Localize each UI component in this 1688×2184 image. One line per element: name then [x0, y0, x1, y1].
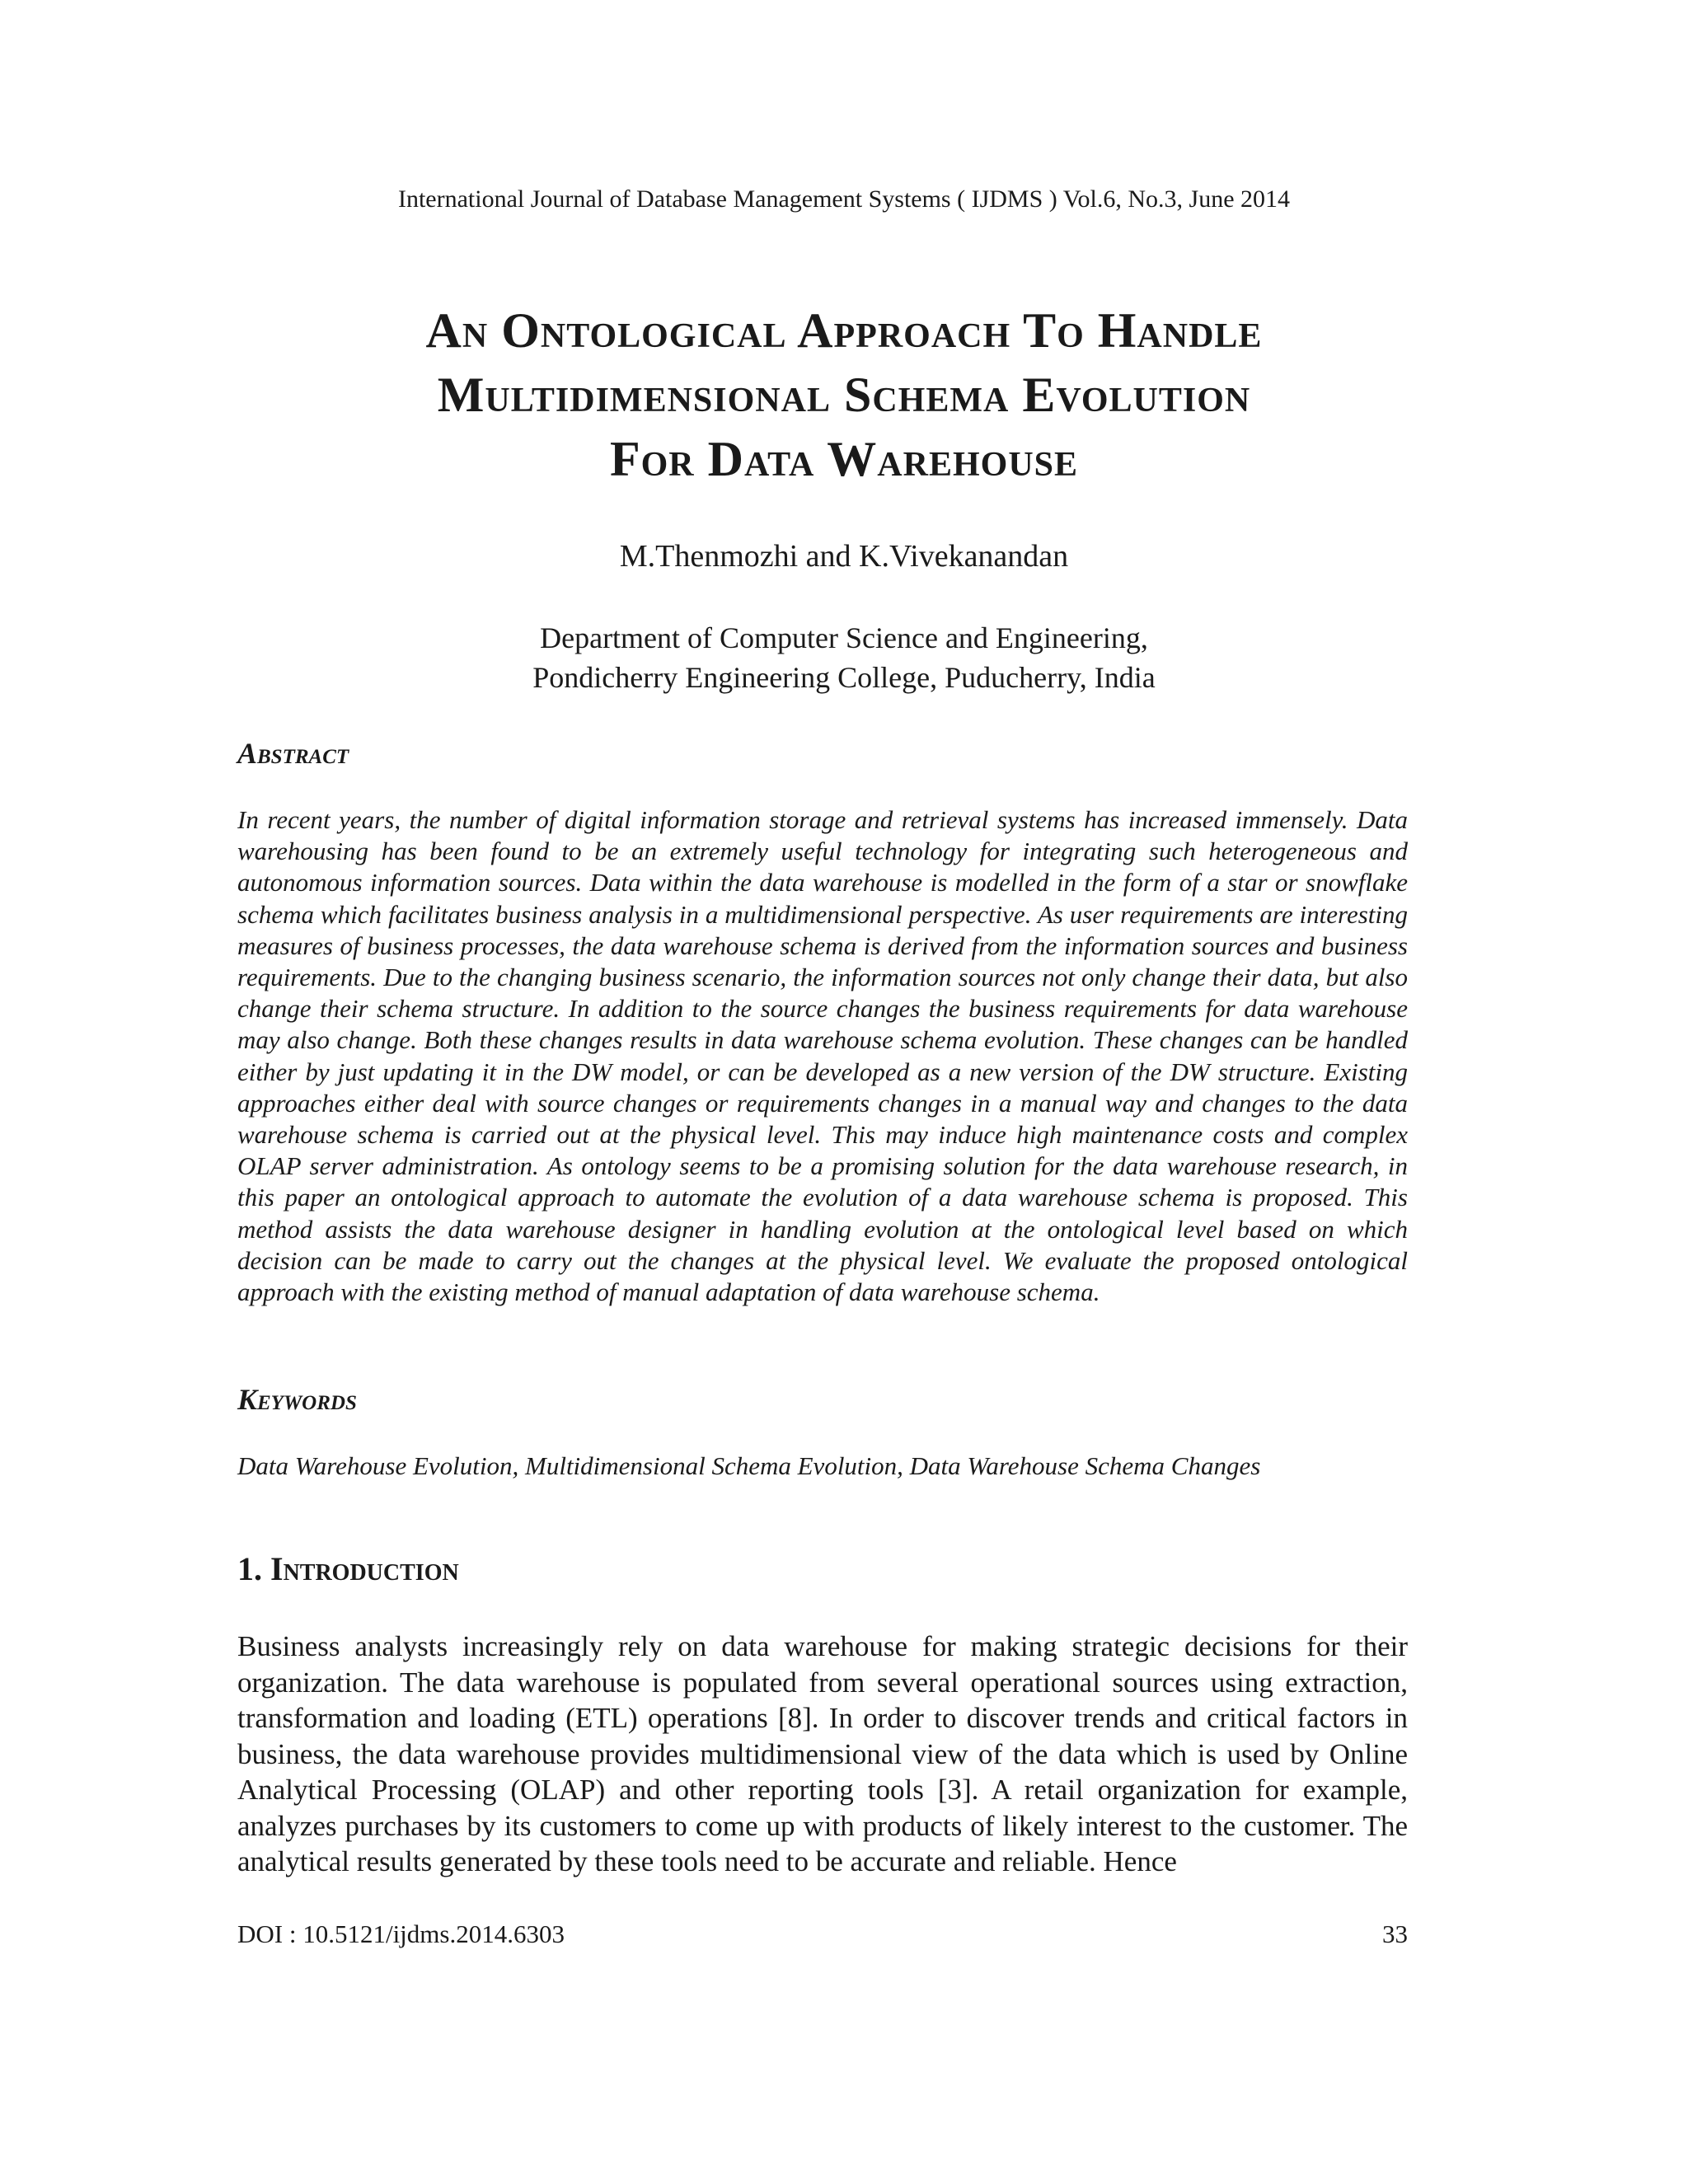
introduction-heading: 1. Introduction — [237, 1550, 459, 1587]
keywords-text: Data Warehouse Evolution, Multidimensional Schema Evolution, Data Warehouse Schema Changes — [237, 1451, 1261, 1480]
keywords-heading: Keywords — [237, 1383, 357, 1416]
page-number: 33 — [1382, 1919, 1408, 1948]
title-line-3: For Data Warehouse — [609, 432, 1079, 486]
title-line-1: An Ontological Approach To Handle — [425, 303, 1263, 358]
paper-title — [0, 298, 1688, 491]
abstract-heading: Abstract — [237, 737, 349, 770]
abstract-text: In recent years, the number of digital information storage and retrieval systems has increased immensely. Data warehousing has been found to be an extremely useful technology for integrating such heterogeneous and autonomous information sources. Data within the data warehouse is modelled in the form of a star or snowflake schema which facilitates business analysis in a multidimensional perspective. As user requirements are interesting measures of business processes, the data warehouse schema is derived from the information sources and business requirements. Due to the changing business scenario, the information sources not only change their data, but also change their schema structure. In addition to the source changes the business requirements for data warehouse may also change. Both these changes results in data warehouse schema evolution. These changes can be handled either by just updating it in the DW model, or can be developed as a new version of the DW structure. Existing approaches either deal with source changes or requirements changes in a manual way and changes to the data warehouse schema is carried out at the physical level. This may induce high maintenance costs and complex OLAP server administration. As ontology seems to be a promising solution for the data warehouse research, in this paper an ontological approach to automate the evolution of a data warehouse schema is proposed. This method assists the data warehouse designer in handling evolution at the ontological level based on which decision can be made to carry out the changes at the physical level. We evaluate the proposed ontological approach with the existing method of manual adaptation of data warehouse schema. — [237, 805, 1408, 1307]
authors: M.Thenmozhi and K.Vivekanandan — [619, 539, 1069, 574]
title-line-2: Multidimensional Schema Evolution — [437, 368, 1251, 422]
affiliation — [0, 618, 1688, 697]
running-header: International Journal of Database Management Systems ( IJDMS ) Vol.6, No.3, June 2014 — [397, 185, 1291, 213]
affiliation-line-1: Department of Computer Science and Engineering, — [540, 621, 1148, 654]
affiliation-line-2: Pondicherry Engineering College, Puducherry, India — [532, 661, 1156, 694]
introduction-text: Business analysts increasingly rely on data warehouse for making strategic decisions for their organization. The data warehouse is populated from several operational sources using extraction, transformation and loading (ETL) operations [8]. In order to discover trends and critical factors in business, the data warehouse provides multidimensional view of the data which is used by Online Analytical Processing (OLAP) and other reporting tools [3]. A retail organization for example, analyzes purchases by its customers to come up with products of likely interest to the customer. The analytical results generated by these tools need to be accurate and reliable. Hence — [237, 1630, 1408, 1877]
doi-link[interactable]: DOI : 10.5121/ijdms.2014.6303 — [237, 1919, 565, 1948]
